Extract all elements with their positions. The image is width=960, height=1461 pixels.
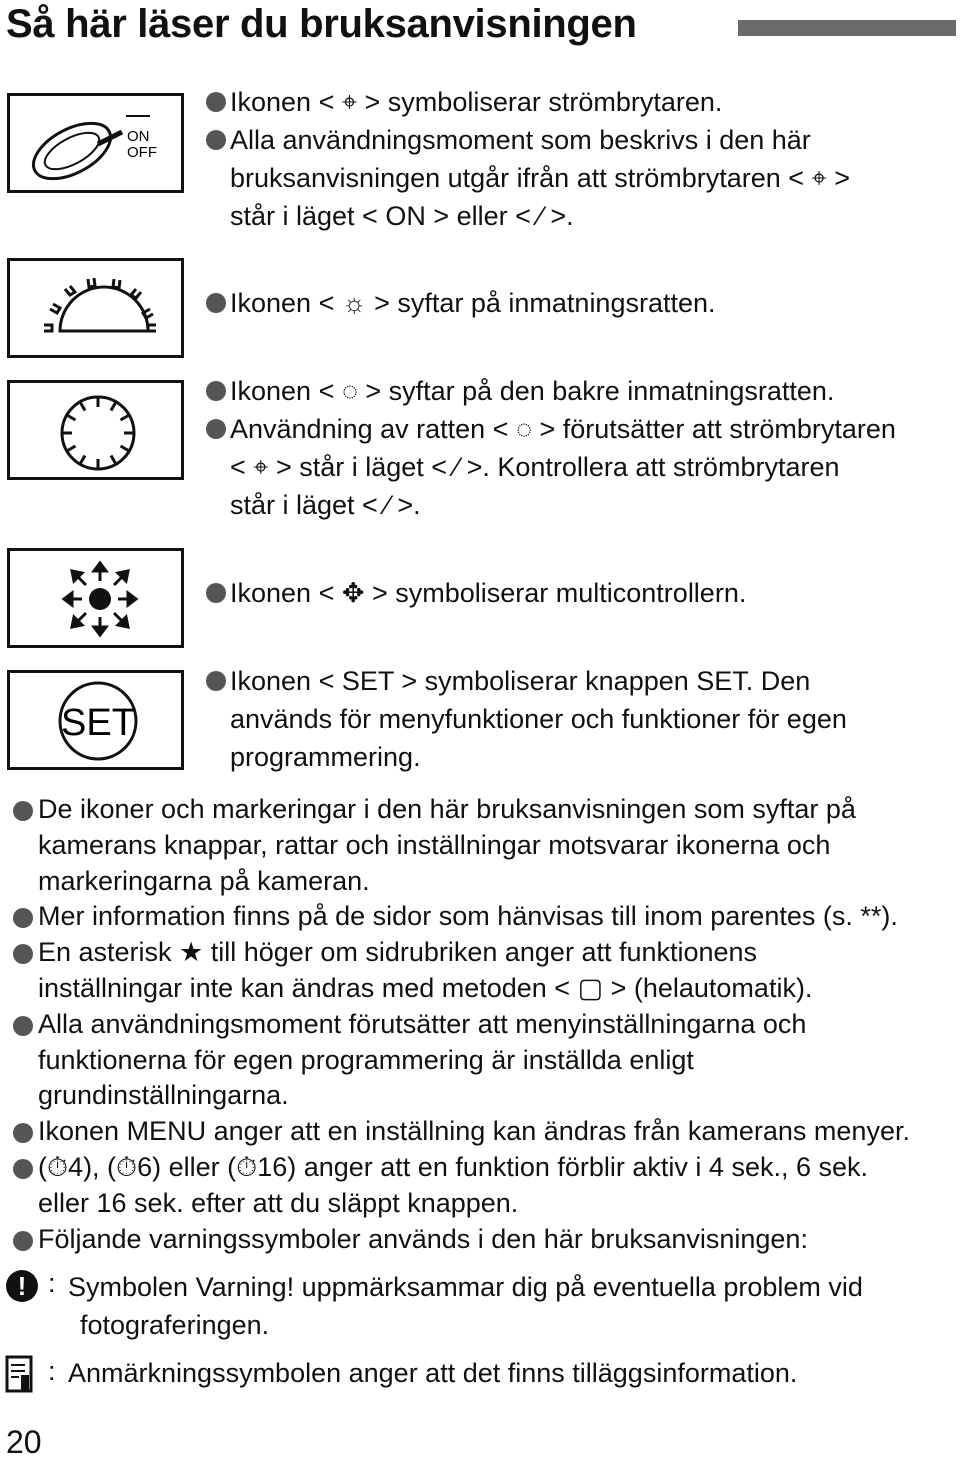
bullet-list <box>13 792 953 1257</box>
dial-tick <box>80 402 85 411</box>
text-line: Ikonen MENU anger att en inställning kan ändras från kamerans menyer. <box>38 1116 910 1147</box>
bullet-dot <box>13 1231 33 1251</box>
text-line: Ikonen < SET > symboliserar knappen SET. Den <box>230 666 811 696</box>
bullet-dot <box>206 92 226 112</box>
box-item-multi-controller <box>206 574 746 612</box>
bullet-dot <box>206 381 226 401</box>
set-button-box <box>7 670 184 770</box>
main-dial-icon <box>10 261 187 361</box>
text-line: inställningar inte kan ändras med metoden < ▢ > (helautomatik). <box>38 972 813 1003</box>
text-line: fotograferingen. <box>80 1310 270 1340</box>
bullet-dot <box>206 293 226 313</box>
text-line: Användning av ratten < ◌ > förutsätter att strömbrytaren <box>230 414 896 444</box>
text-line: Alla användningsmoment förutsätter att menyinställningarna och <box>38 1008 807 1039</box>
on-label: ON <box>127 128 150 145</box>
list-item <box>13 935 953 1007</box>
text-line: De ikoner och markeringar i den här bruksanvisningen som syftar på <box>38 794 856 824</box>
page-number: 20 <box>6 1424 42 1460</box>
dial-tick <box>67 446 76 451</box>
quick-control-dial-box <box>7 380 184 480</box>
page-title: Så här läser du bruksanvisningen <box>6 2 637 46</box>
memo-note <box>68 1354 797 1392</box>
warning-icon: ! <box>6 1270 38 1302</box>
quick-control-dial-icon <box>10 383 187 483</box>
text-line: Ikonen < ✥ > symboliserar multicontrollern. <box>230 578 747 608</box>
text-line: markeringarna på kameran. <box>38 865 370 896</box>
text-line: används för menyfunktioner och funktioner för egen <box>230 704 847 734</box>
text-line: Ikonen < ☼ > syftar på inmatningsratten. <box>230 288 716 318</box>
dial-tick <box>111 456 116 465</box>
text-line: står i läget < ⁄ >. <box>230 490 421 520</box>
box-item-main-dial <box>206 284 716 322</box>
dial-tick <box>111 402 116 411</box>
text-line: funktionerna för egen programmering är inställda enligt <box>38 1044 694 1075</box>
title-bar <box>738 20 956 36</box>
text-line: kamerans knappar, rattar och inställningar motsvarar ikonerna och <box>38 829 831 860</box>
multi-controller-icon <box>10 551 187 651</box>
box-item-power-switch-2 <box>206 121 850 235</box>
memo-icon <box>5 1355 39 1395</box>
power-switch-icon <box>10 96 187 196</box>
text-line: eller 16 sek. efter att du släppt knappen. <box>38 1187 519 1218</box>
text-line: < ⌖ > står i läget < ⁄ >. Kontrollera att strömbrytaren <box>230 452 840 482</box>
dial-tick <box>67 415 76 420</box>
list-item <box>13 1222 953 1258</box>
main-dial-box <box>7 258 184 358</box>
multi-controller-box <box>7 548 184 648</box>
bullet-dot <box>206 671 226 691</box>
text-line: bruksanvisningen utgår ifrån att strömbrytaren < ⌖ > <box>230 163 851 193</box>
text-line: Anmärkningssymbolen anger att det finns tilläggsinformation. <box>68 1358 798 1388</box>
list-item <box>13 792 953 899</box>
text-line: Symbolen Varning! uppmärksammar dig på eventuella problem vid <box>68 1272 863 1302</box>
text-line: Följande varningssymboler används i den här bruksanvisningen: <box>38 1223 808 1254</box>
bullet-dot <box>13 944 33 964</box>
dial-tick <box>80 456 85 465</box>
bullet-dot <box>13 1016 33 1036</box>
bullet-dot <box>13 1123 33 1143</box>
text-line: står i läget < ON > eller < ⁄ >. <box>230 201 574 231</box>
set-button-icon <box>10 673 187 773</box>
text-line: Ikonen < ◌ > syftar på den bakre inmatningsratten. <box>230 376 835 406</box>
list-item <box>13 1150 953 1222</box>
text-line: En asterisk ★ till höger om sidrubriken anger att funktionens <box>38 937 758 968</box>
set-label: SET <box>61 702 135 744</box>
warning-note <box>68 1268 863 1344</box>
box-item-quick-dial-2 <box>206 410 896 524</box>
text-line: (⏱4), (⏱6) eller (⏱16) anger att en funktion förblir aktiv i 4 sek., 6 sek. <box>38 1151 869 1182</box>
bullet-dot <box>13 1159 33 1179</box>
list-item <box>13 1114 953 1150</box>
list-item <box>13 899 953 935</box>
dial-tick <box>121 415 130 420</box>
bullet-dot <box>13 908 33 928</box>
text-line: grundinställningarna. <box>38 1080 289 1111</box>
dial-tick <box>121 446 130 451</box>
bullet-dot <box>206 130 226 150</box>
text-line: Mer information finns på de sidor som hänvisas till inom parentes (s. **). <box>38 901 898 932</box>
box-item-set-button <box>206 662 847 776</box>
bullet-dot <box>206 419 226 439</box>
warning-colon: : <box>48 1268 56 1298</box>
bullet-dot <box>206 583 226 603</box>
list-item <box>13 1007 953 1114</box>
power-switch-box <box>7 93 184 193</box>
box-item-power-switch <box>206 83 722 121</box>
box-item-quick-dial <box>206 372 834 410</box>
text-line: Alla användningsmoment som beskrivs i den här <box>230 125 811 155</box>
bullet-dot <box>13 801 33 821</box>
text-line: programmering. <box>230 742 421 772</box>
text-line: Ikonen < ⌖ > symboliserar strömbrytaren. <box>230 87 723 117</box>
off-label: OFF <box>127 144 157 161</box>
memo-colon: : <box>48 1356 56 1386</box>
